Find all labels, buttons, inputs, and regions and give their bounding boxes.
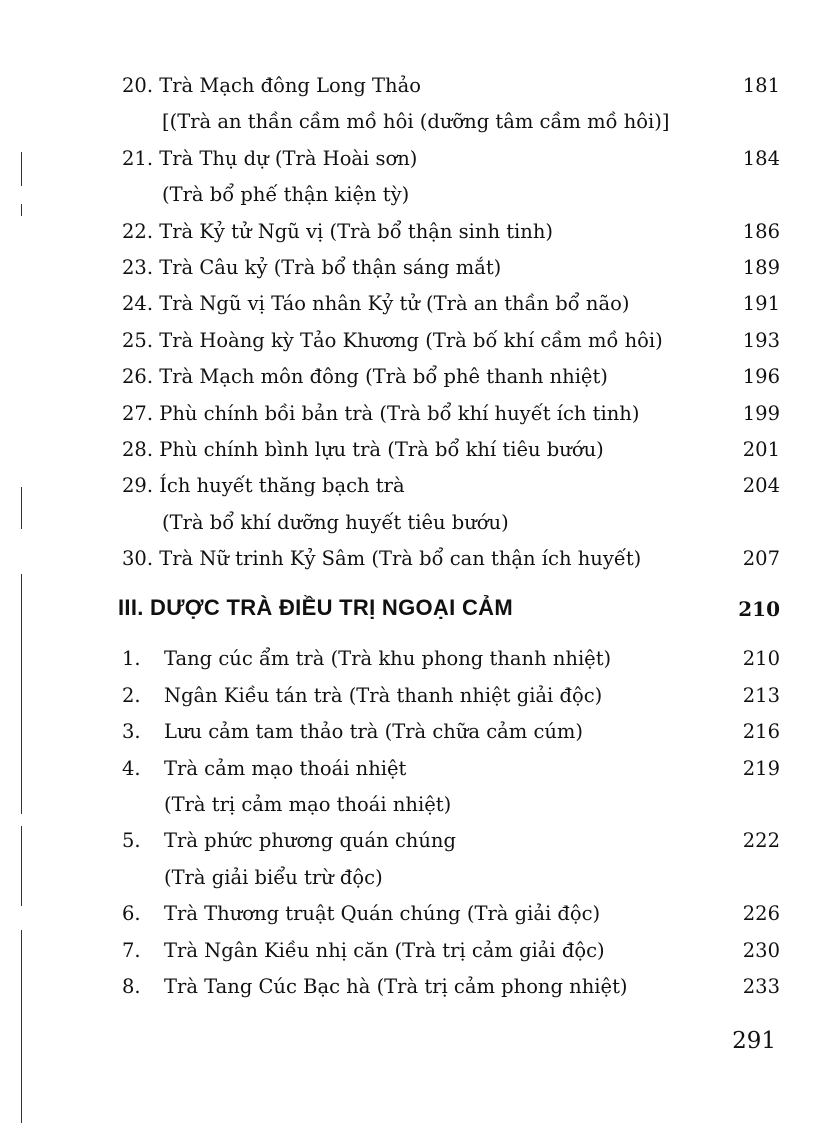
toc-entry-page: 233: [742, 974, 780, 998]
toc-entry-page: 207: [742, 547, 780, 571]
section-title: III. DƯỢC TRÀ ĐIỀU TRỊ NGOẠI CẢM: [118, 595, 513, 621]
toc-entry-text: 26. Trà Mạch môn đông (Trà bổ phê thanh nhiệt): [122, 365, 608, 389]
toc-entry-number: 8.: [122, 974, 141, 998]
toc-entry-text: Lưu cảm tam thảo trà (Trà chữa cảm cúm): [164, 720, 584, 744]
toc-entry-continuation: [122, 505, 782, 541]
section-heading: [118, 585, 782, 637]
toc-entry-page: 230: [742, 938, 780, 962]
toc-entry-page: 181: [742, 74, 780, 97]
toc-entry-text: 27. Phù chính bồi bản trà (Trà bổ khí huyết ích tinh): [122, 401, 640, 425]
toc-entry-page: 204: [742, 474, 780, 498]
scan-edge-mark: [21, 204, 22, 216]
toc-entry-page: 222: [742, 829, 780, 853]
toc-entry-number: 5.: [122, 829, 141, 853]
toc-entry-text: Tang cúc ẩm trà (Trà khu phong thanh nhiệt): [164, 647, 612, 671]
toc-entry-page: 199: [742, 401, 780, 425]
toc-list-part3: [122, 641, 782, 1005]
toc-entry: [122, 286, 782, 322]
toc-entry-page: 201: [742, 437, 780, 461]
toc-entry-text: 28. Phù chính bình lựu trà (Trà bổ khí tiêu bướu): [122, 437, 604, 461]
toc-entry-text: 30. Trà Nữ trinh Kỷ Sâm (Trà bổ can thận ích huyết): [122, 547, 642, 571]
toc-entry-page: 191: [742, 292, 780, 316]
toc-entry-continuation: [122, 104, 782, 140]
toc-entry-page: 210: [742, 647, 780, 671]
toc-entry: [122, 541, 782, 577]
toc-entry-text: Trà Ngân Kiều nhị căn (Trà trị cảm giải độc): [164, 938, 605, 962]
toc-entry: [122, 823, 782, 859]
toc-entry: [122, 250, 782, 286]
toc-entry-page: 184: [742, 146, 780, 170]
toc-entry-page: 216: [742, 720, 780, 744]
toc-entry: [122, 214, 782, 250]
toc-entry: [122, 396, 782, 432]
toc-entry-text: (Trà bổ phế thận kiện tỳ): [162, 183, 410, 207]
toc-entry: [122, 933, 782, 969]
toc-entry-continuation: [122, 860, 782, 896]
toc-entry-number: 4.: [122, 756, 141, 780]
scan-edge-mark: [21, 152, 22, 186]
toc-entry: [122, 751, 782, 787]
toc-entry: [122, 969, 782, 1005]
toc-list-part2: [122, 68, 782, 577]
toc-entry-number: 6.: [122, 902, 141, 926]
table-of-contents: [118, 68, 782, 1005]
toc-entry-number: 2.: [122, 683, 141, 707]
toc-entry: [122, 141, 782, 177]
toc-entry: [122, 678, 782, 714]
toc-entry: [122, 468, 782, 504]
toc-entry-text: [(Trà an thần cầm mồ hôi (dưỡng tâm cầm mồ hôi)]: [162, 110, 670, 134]
section-page: 210: [738, 597, 780, 622]
toc-entry: [122, 714, 782, 750]
toc-entry-page: 189: [742, 255, 780, 279]
toc-entry-continuation: [122, 177, 782, 213]
toc-entry-number: 3.: [122, 720, 141, 744]
toc-entry-text: 22. Trà Kỷ tử Ngũ vị (Trà bổ thận sinh tinh): [122, 219, 553, 243]
toc-entry-text: (Trà giải biểu trừ độc): [164, 865, 383, 889]
toc-entry: [122, 432, 782, 468]
toc-entry-page: 226: [742, 902, 780, 926]
toc-entry-text: Trà phức phương quán chúng: [164, 829, 456, 853]
toc-entry-page: 213: [742, 683, 780, 707]
scan-edge-mark: [21, 574, 22, 814]
toc-entry: [122, 896, 782, 932]
toc-entry-text: 24. Trà Ngũ vị Táo nhân Kỷ tử (Trà an thần bổ não): [122, 292, 630, 316]
toc-entry: [122, 641, 782, 677]
toc-entry-text: Trà Tang Cúc Bạc hà (Trà trị cảm phong nhiệt): [164, 974, 628, 998]
toc-entry-number: 7.: [122, 938, 141, 962]
page-number: 291: [732, 1028, 776, 1054]
toc-entry-text: (Trà trị cảm mạo thoái nhiệt): [164, 793, 452, 817]
scan-edge-mark: [21, 826, 22, 906]
toc-entry-text: 20. Trà Mạch đông Long Thảo: [122, 74, 421, 97]
toc-entry-text: 25. Trà Hoàng kỳ Tảo Khương (Trà bố khí cầm mồ hôi): [122, 328, 663, 352]
toc-entry-page: 193: [742, 328, 780, 352]
toc-entry-continuation: [122, 787, 782, 823]
toc-entry-page: 219: [742, 756, 780, 780]
toc-entry-text: 21. Trà Thụ dự (Trà Hoài sơn): [122, 146, 418, 170]
toc-entry: [122, 323, 782, 359]
toc-entry-number: 1.: [122, 647, 141, 671]
scan-edge-mark: [21, 930, 22, 1123]
toc-entry: [122, 359, 782, 395]
toc-entry-text: 29. Ích huyết thăng bạch trà: [122, 474, 405, 498]
toc-entry-text: Trà Thương truật Quán chúng (Trà giải độc): [164, 902, 601, 926]
toc-entry: [122, 68, 782, 104]
toc-entry-text: Ngân Kiều tán trà (Trà thanh nhiệt giải độc): [164, 683, 603, 707]
toc-entry-text: (Trà bổ khí dưỡng huyết tiêu bướu): [162, 510, 509, 534]
toc-entry-page: 196: [742, 365, 780, 389]
toc-entry-page: 186: [742, 219, 780, 243]
scan-edge-mark: [21, 487, 22, 529]
toc-entry-text: Trà cảm mạo thoái nhiệt: [164, 756, 407, 780]
toc-entry-text: 23. Trà Câu kỷ (Trà bổ thận sáng mắt): [122, 255, 502, 279]
